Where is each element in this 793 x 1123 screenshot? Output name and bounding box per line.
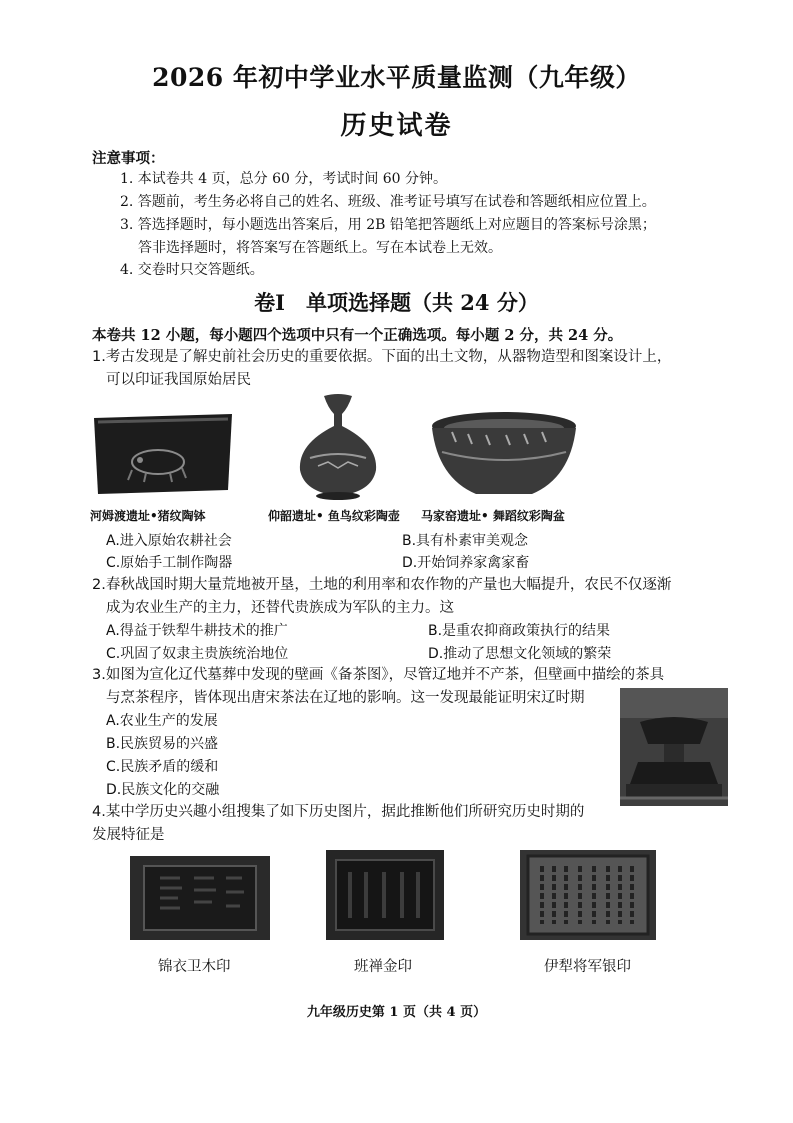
option-a: A.农业生产的发展 <box>106 713 218 729</box>
notice-item: 2. 答题前，考生务必将自己的姓名、班级、准考证号填写在试卷和答题纸相应位置上。 <box>120 194 656 210</box>
notice-heading: 注意事项： <box>92 150 165 167</box>
exam-title: 2026 年初中学业水平质量监测（九年级） <box>152 63 641 92</box>
section-intro: 本卷共 12 小题，每小题四个选项中只有一个正确选项。每小题 2 分，共 24 分。 <box>92 327 623 344</box>
question-4-stem: 4.某中学历史兴趣小组搜集了如下历史图片，据此推断他们所研究历史时期的 <box>92 804 585 820</box>
option-a: A.进入原始农耕社会 <box>106 533 232 549</box>
option-d: D.推动了思想文化领域的繁荣 <box>428 646 612 662</box>
option-d: D.开始饲养家禽家畜 <box>402 555 530 571</box>
option-c: C.原始手工制作陶器 <box>106 555 233 571</box>
pig-pattern-pottery-image <box>88 410 238 498</box>
dance-pattern-basin-image <box>428 408 580 504</box>
seal-caption: 锦衣卫木印 <box>158 959 231 975</box>
question-3-stem: 3.如图为宣化辽代墓葬中发现的壁画《备茶图》，尽管辽地并不产茶，但壁画中描绘的茶具 <box>92 667 665 683</box>
option-c: C.巩固了奴隶主贵族统治地位 <box>106 646 289 662</box>
question-1-stem-cont: 可以印证我国原始居民 <box>106 372 251 388</box>
notice-item: 3. 答选择题时，每小题选出答案后，用 2B 铅笔把答题纸上对应题目的答案标号涂黑； <box>120 217 656 233</box>
option-d: D.民族文化的交融 <box>106 782 220 798</box>
question-4-stem-cont: 发展特征是 <box>92 827 165 843</box>
notice-item: 4. 交卷时只交答题纸。 <box>120 262 264 278</box>
option-c: C.民族矛盾的缓和 <box>106 759 219 775</box>
panchen-gold-seal-image <box>326 850 444 940</box>
tea-preparation-mural-image <box>620 688 728 806</box>
jinyiwei-wooden-seal-image <box>130 856 270 940</box>
question-2-stem: 2.春秋战国时期大量荒地被开垦，土地的利用率和农作物的产量也大幅提升，农民不仅逐渐 <box>92 577 672 593</box>
question-2-stem-cont: 成为农业生产的主力，还替代贵族成为军队的主力。这 <box>106 600 454 616</box>
question-1-stem: 1.考古发现是了解史前社会历史的重要依据。下面的出土文物，从器物造型和图案设计上， <box>92 349 672 365</box>
option-a: A.得益于铁犁牛耕技术的推广 <box>106 623 288 639</box>
question-3-stem-cont: 与烹茶程序，皆体现出唐宋茶法在辽地的影响。这一发现最能证明宋辽时期 <box>106 690 585 706</box>
page-footer: 九年级历史第 1 页（共 4 页） <box>306 1005 487 1020</box>
artifact-caption: 马家窑遗址• 舞蹈纹彩陶盆 <box>421 509 565 523</box>
ili-general-silver-seal-image <box>520 850 656 940</box>
section-title: 卷Ⅰ 单项选择题（共 24 分） <box>254 290 539 315</box>
artifact-caption: 河姆渡遗址•猪纹陶钵 <box>90 509 206 523</box>
notice-item: 1. 本试卷共 4 页，总分 60 分，考试时间 60 分钟。 <box>120 171 448 187</box>
seal-caption: 伊犁将军银印 <box>544 959 631 975</box>
option-b: B.民族贸易的兴盛 <box>106 736 219 752</box>
option-b: B.具有朴素审美观念 <box>402 533 529 549</box>
fish-bird-pottery-pot-image <box>288 392 388 502</box>
notice-item: 答非选择题时，将答案写在答题纸上。写在本试卷上无效。 <box>138 240 502 256</box>
artifact-caption: 仰韶遗址• 鱼鸟纹彩陶壶 <box>268 509 400 523</box>
exam-subject: 历史试卷 <box>340 111 453 141</box>
option-b: B.是重农抑商政策执行的结果 <box>428 623 611 639</box>
seal-caption: 班禅金印 <box>354 959 412 975</box>
